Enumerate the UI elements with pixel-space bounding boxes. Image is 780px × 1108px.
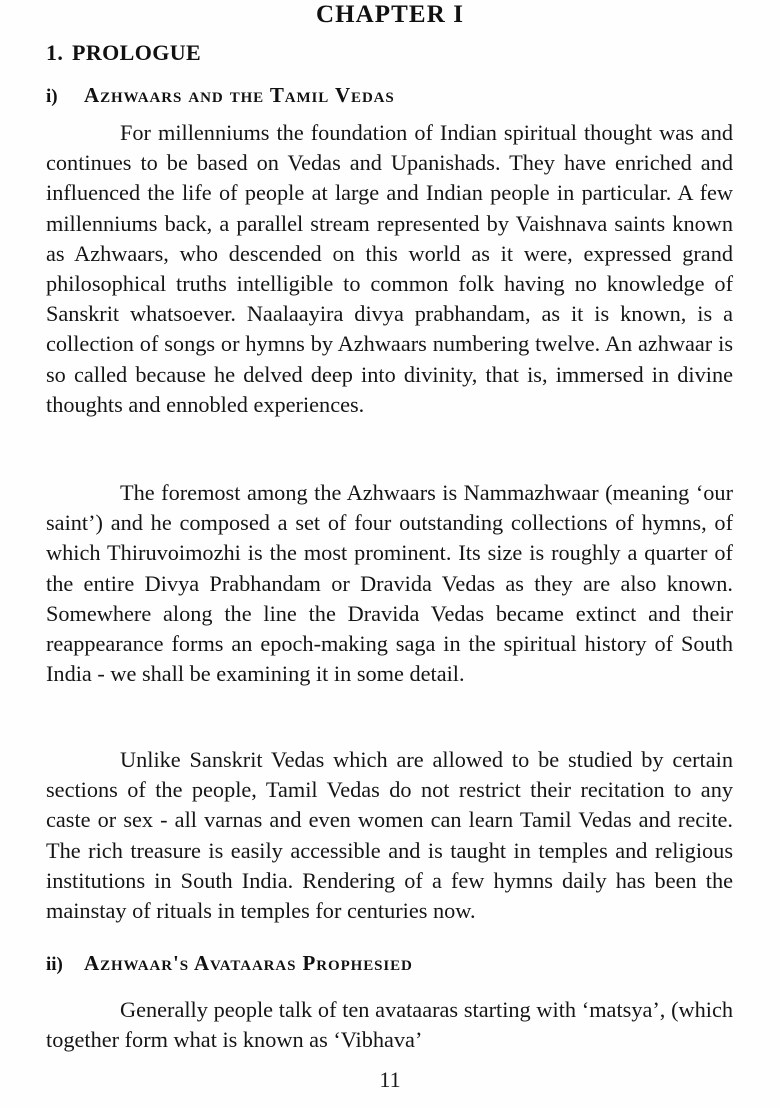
paragraph-block-4 [46,995,733,1055]
paragraph-block-3 [46,745,733,926]
paragraph-1: For millenniums the foundation of Indian spiritual thought was and continues to be based on Vedas and Upanishads. They have enriched and influenced the life of people at large and Indian people in particular. A few millenniums back, a parallel stream represented by Vaishnava saints known as Azhwaars, who descended on this world as it were, expressed grand philosophical truths intelligible to common folk having no knowledge of Sanskrit whatsoever. Naalaayira divya prabhandam, as it is known, is a collection of songs or hymns by Azhwaars numbering twelve. An azhwaar is so called because he delved deep into divinity, that is, immersed in divine thoughts and ennobled experiences. [46,120,733,417]
section-title: PROLOGUE [72,40,202,65]
section-number: 1. [46,40,64,65]
subsection-number-1: i) [46,86,58,107]
chapter-title: CHAPTER I [315,1,465,28]
paragraph-2: The foremost among the Azhwaars is Nammazhwaar (meaning ‘our saint’) and he composed a set of four outstanding collections of hymns, of which Thiruvoimozhi is the most prominent. Its size is roughly a quarter of the entire Divya Prabhandam or Dravida Vedas as they are also known. Somewhere along the line the Dravida Vedas became extinct and their reappearance forms an epoch-making saga in the spiritual history of South India - we shall be examining it in some detail. [46,480,733,687]
paragraph-4: Generally people talk of ten avataaras starting with ‘matsya’, (which together form what is known as ‘Vibhava’ [46,997,733,1053]
paragraph-block-1 [46,118,733,420]
subsection-heading-1 [46,82,395,110]
paragraph-3: Unlike Sanskrit Vedas which are allowed to be studied by certain sections of the people, Tamil Vedas do not restrict their recitation to any caste or sex - all varnas and even women can learn Tamil Vedas and recite. The rich treasure is easily accessible and is taught in temples and religious institutions in South India. Rendering of a few hymns daily has been the mainstay of rituals in temples for centuries now. [46,747,733,924]
section-heading [46,39,201,67]
page-number: 11 [379,1067,401,1092]
subsection-title-2: Azhwaar's Avataaras Prophesied [84,951,413,975]
subsection-title-1: Azhwaars and the Tamil Vedas [84,83,395,107]
subsection-number-2: ii) [46,954,63,975]
paragraph-block-2 [46,478,733,689]
subsection-heading-2 [46,950,413,978]
